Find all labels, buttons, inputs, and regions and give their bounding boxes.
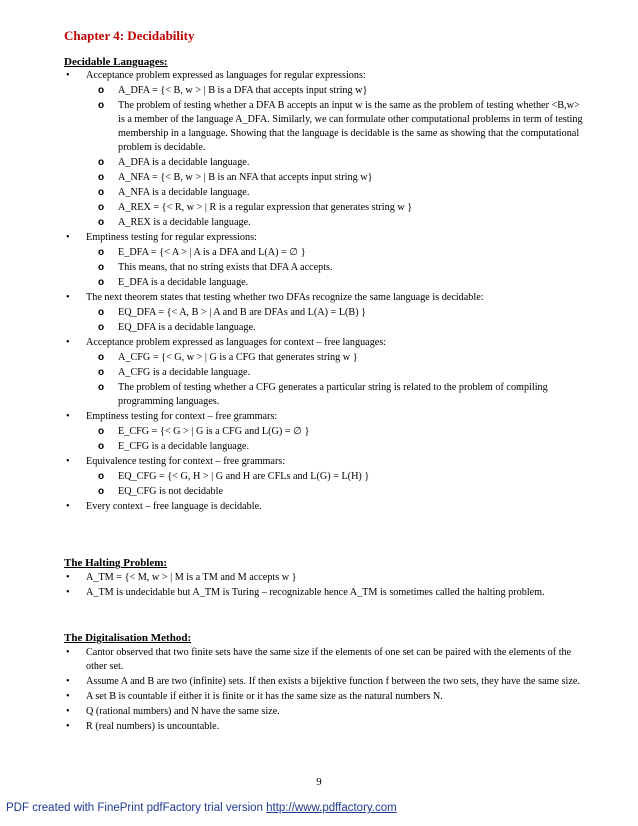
item-text: E_DFA = {< A > | A is a DFA and L(A) = ∅ } [118,247,306,258]
bullet-icon: • [66,721,70,732]
circle-bullet-icon: o [98,367,105,378]
item-text: Every context – free language is decidable. [86,501,262,512]
sub-bullet-item [64,440,584,454]
bullet-icon: • [66,292,70,303]
sub-bullet-item [64,246,584,260]
footer-link[interactable]: http://www.pdffactory.com [266,802,397,814]
sub-bullet-item [64,366,584,380]
sub-bullet-item [64,171,584,185]
circle-bullet-icon: o [98,382,105,393]
item-text: The problem of testing whether a DFA B accepts an input w is the same as the problem of testing whether <B,w> is a member of the language A_DFA. Similarly, we can formulate other computational problems in term of testing membership in a language. Showing that the language is decidable is the same as showing that the computational problem is decidable. [118,100,583,153]
bullet-item [64,646,584,674]
sub-bullet-item [64,306,584,320]
sub-bullet-item [64,321,584,335]
circle-bullet-icon: o [98,277,105,288]
item-text: A set B is countable if either it is finite or it has the same size as the natural numbers N. [86,691,443,702]
circle-bullet-icon: o [98,441,105,452]
sub-bullet-item [64,84,584,98]
sub-bullet-item [64,351,584,365]
item-text: A_NFA is a decidable language. [118,187,250,198]
item-text: EQ_CFG is not decidable [118,486,223,497]
circle-bullet-icon: o [98,100,105,111]
bullet-icon: • [66,70,70,81]
section-heading-halting: The Halting Problem: [64,557,168,569]
sub-bullet-item [64,425,584,439]
item-text: Equivalence testing for context – free grammars: [86,456,286,467]
section-decidable-list [64,69,584,515]
bullet-icon: • [66,572,70,583]
item-text: R (real numbers) is uncountable. [86,721,220,732]
item-text: EQ_DFA = {< A, B > | A and B are DFAs and L(A) = L(B) } [118,307,367,318]
item-text: EQ_CFG = {< G, H > | G and H are CFLs and L(G) = L(H) } [118,471,370,482]
item-text: Q (rational numbers) and N have the same size. [86,706,280,717]
bullet-item [64,410,584,424]
circle-bullet-icon: o [98,426,105,437]
item-text: A_REX is a decidable language. [118,217,251,228]
circle-bullet-icon: o [98,486,105,497]
item-text: A_CFG = {< G, w > | G is a CFG that generates string w } [118,352,358,363]
bullet-icon: • [66,456,70,467]
item-text: This means, that no string exists that DFA A accepts. [118,262,333,273]
bullet-item [64,690,584,704]
circle-bullet-icon: o [98,187,105,198]
circle-bullet-icon: o [98,352,105,363]
item-text: A_CFG is a decidable language. [118,367,251,378]
section-halting-list [64,571,584,601]
sub-bullet-item [64,201,584,215]
chapter-title: Chapter 4: Decidability [64,28,195,43]
item-text: EQ_DFA is a decidable language. [118,322,256,333]
circle-bullet-icon: o [98,262,105,273]
item-text: Emptiness testing for regular expressions: [86,232,257,243]
sub-bullet-item [64,381,584,409]
bullet-icon: • [66,676,70,687]
item-text: E_CFG = {< G > | G is a CFG and L(G) = ∅ } [118,426,310,437]
item-text: The next theorem states that testing whether two DFAs recognize the same language is decidable: [86,292,484,303]
bullet-item [64,705,584,719]
sub-bullet-item [64,216,584,230]
sub-bullet-item [64,485,584,499]
sub-bullet-item [64,186,584,200]
item-text: The problem of testing whether a CFG generates a particular string is related to the problem of compiling programming languages. [118,382,548,407]
item-text: A_TM = {< M, w > | M is a TM and M accepts w } [86,572,297,583]
item-text: A_TM is undecidable but A_TM is Turing – recognizable hence A_TM is sometimes called the halting problem. [86,587,545,598]
sub-bullet-item [64,156,584,170]
footer-text: PDF created with FinePrint pdfFactory trial version [6,802,267,814]
item-text: Emptiness testing for context – free grammars: [86,411,278,422]
bullet-item [64,336,584,350]
bullet-icon: • [66,706,70,717]
section-heading-decidable: Decidable Languages: [64,56,168,68]
bullet-icon: • [66,337,70,348]
item-text: A_DFA = {< B, w > | B is a DFA that accepts input string w} [118,85,368,96]
circle-bullet-icon: o [98,322,105,333]
bullet-icon: • [66,232,70,243]
circle-bullet-icon: o [98,202,105,213]
circle-bullet-icon: o [98,172,105,183]
sub-bullet-item [64,470,584,484]
sub-bullet-item [64,276,584,290]
sub-bullet-item [64,261,584,275]
item-text: Assume A and B are two (infinite) sets. If then exists a bijektive function f between the two sets, they have the same size. [86,676,580,687]
section-heading-digitalisation: The Digitalisation Method: [64,632,192,644]
circle-bullet-icon: o [98,85,105,96]
bullet-icon: • [66,501,70,512]
circle-bullet-icon: o [98,157,105,168]
bullet-icon: • [66,647,70,658]
circle-bullet-icon: o [98,247,105,258]
bullet-icon: • [66,587,70,598]
bullet-item [64,291,584,305]
bullet-icon: • [66,411,70,422]
sub-bullet-item [64,99,584,155]
section-digitalisation-list [64,646,584,735]
item-text: A_DFA is a decidable language. [118,157,250,168]
bullet-item [64,455,584,469]
circle-bullet-icon: o [98,217,105,228]
item-text: E_DFA is a decidable language. [118,277,249,288]
bullet-item [64,500,584,514]
circle-bullet-icon: o [98,307,105,318]
bullet-item [64,586,584,600]
item-text: Acceptance problem expressed as languages for context – free languages: [86,337,387,348]
bullet-item [64,571,584,585]
bullet-item [64,675,584,689]
item-text: Acceptance problem expressed as languages for regular expressions: [86,70,366,81]
bullet-item [64,231,584,245]
bullet-item [64,720,584,734]
pdf-footer [6,802,397,814]
item-text: Cantor observed that two finite sets have the same size if the elements of one set can be paired with the elements of the other set. [86,647,572,672]
bullet-item [64,69,584,83]
item-text: E_CFG is a decidable language. [118,441,249,452]
item-text: A_NFA = {< B, w > | B is an NFA that accepts input string w} [118,172,373,183]
circle-bullet-icon: o [98,471,105,482]
item-text: A_REX = {< R, w > | R is a regular expression that generates string w } [118,202,413,213]
page-number: 9 [316,776,322,788]
bullet-icon: • [66,691,70,702]
